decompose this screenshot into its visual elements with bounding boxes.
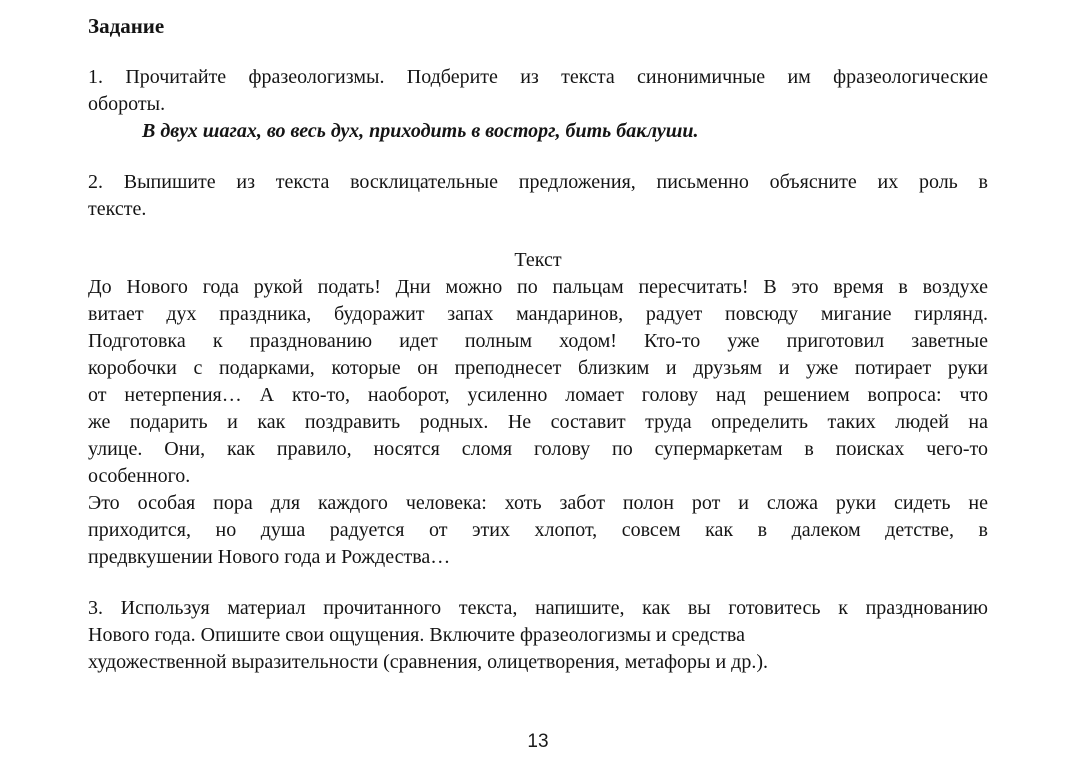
text-paragraph-1 [88, 274, 988, 490]
text-paragraph-1-line-3: Подготовка к празднованию идет полным ходом! Кто-то уже приготовил заветные [88, 330, 988, 352]
task-3-instruction-line-3: художественной выразительности (сравнения, олицетворения, метафоры и др.). [88, 651, 769, 673]
task-2-instruction-line-2: тексте. [88, 198, 147, 220]
text-paragraph-1-line-6: же подарить и как поздравить родных. Не составит труда определить таких людей на [88, 411, 988, 433]
reading-text-block [88, 247, 988, 571]
text-heading: Текст [514, 249, 562, 271]
spacer [88, 223, 988, 247]
spacer [88, 145, 988, 169]
task-1-block [88, 64, 988, 145]
spacer [88, 40, 988, 64]
text-paragraph-1-line-5: от нетерпения… А кто-то, наоборот, усиленно ломает голову над решением вопроса: что [88, 384, 988, 406]
task-3-block [88, 595, 988, 676]
task-1-instruction-line-2: обороты. [88, 93, 166, 115]
page-title: Задание [88, 14, 165, 38]
phraseologisms-line: В двух шагах, во весь дух, приходить в восторг, бить баклуши. [142, 120, 699, 142]
text-paragraph-1-line-4: коробочки с подарками, которые он преподнесет близким и друзьям и уже потирает руки [88, 357, 988, 379]
text-paragraph-1-line-8: особенного. [88, 465, 191, 487]
text-paragraph-1-line-1: До Нового года рукой подать! Дни можно по пальцам пересчитать! В это время в воздухе [88, 276, 988, 298]
task-2-block [88, 169, 988, 223]
text-paragraph-2-line-2: приходится, но душа радуется от этих хлопот, совсем как в далеком детстве, в [88, 519, 988, 541]
text-paragraph-1-line-2: витает дух праздника, будоражит запах мандаринов, радует повсюду мигание гирлянд. [88, 303, 988, 325]
task-1-instruction-line-1: 1. Прочитайте фразеологизмы. Подберите из текста синонимичные им фразеологические [88, 66, 988, 88]
text-paragraph-2-line-1: Это особая пора для каждого человека: хоть забот полон рот и сложа руки сидеть не [88, 492, 988, 514]
page-number: 13 [527, 731, 549, 752]
text-paragraph-1-line-7: улице. Они, как правило, носятся сломя голову по супермаркетам в поисках чего-то [88, 438, 988, 460]
spacer [88, 571, 988, 595]
task-3-instruction-line-2: Нового года. Опишите свои ощущения. Включите фразеологизмы и средства [88, 624, 745, 646]
task-2-instruction-line-1: 2. Выпишите из текста восклицательные предложения, письменно объясните их роль в [88, 171, 988, 193]
task-3-instruction-line-1: 3. Используя материал прочитанного текста, напишите, как вы готовитесь к празднованию [88, 597, 988, 619]
text-paragraph-2 [88, 490, 988, 571]
text-paragraph-2-line-3: предвкушении Нового года и Рождества… [88, 546, 451, 568]
